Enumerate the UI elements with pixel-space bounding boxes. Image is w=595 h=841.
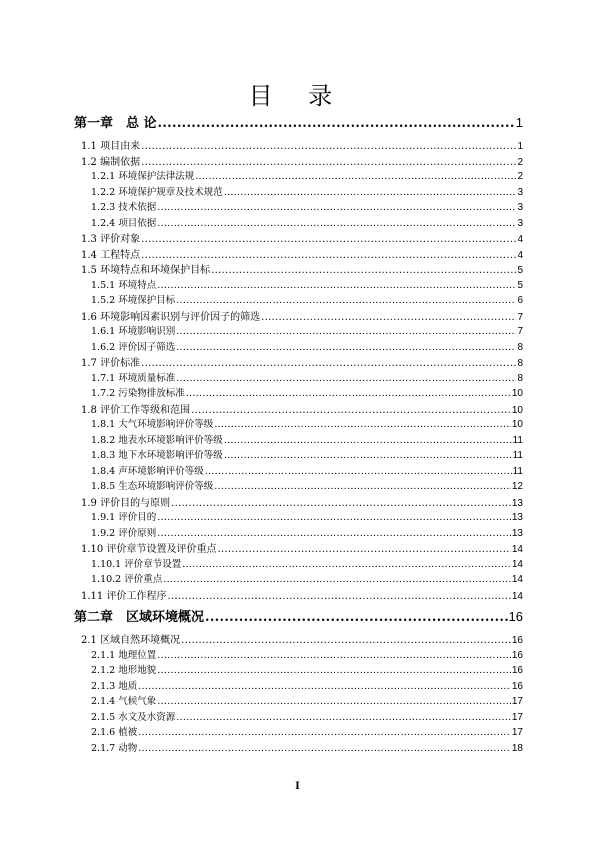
toc-entry[interactable] bbox=[91, 184, 523, 198]
toc-entry-page: 2 bbox=[517, 156, 523, 168]
toc-entry-page: 1 bbox=[515, 115, 523, 130]
toc-entry[interactable] bbox=[91, 740, 523, 754]
toc-leader-dots bbox=[157, 696, 511, 707]
toc-entry[interactable] bbox=[81, 631, 523, 646]
toc-leader-dots bbox=[181, 635, 511, 646]
toc-leader-dots bbox=[176, 373, 516, 384]
toc-entry[interactable] bbox=[81, 494, 523, 509]
toc-entry-label: 2.1.1 地理位置 bbox=[91, 649, 157, 661]
toc-entry-page: 5 bbox=[517, 265, 523, 276]
toc-chapter-entry[interactable] bbox=[74, 112, 523, 131]
toc-entry-label: 第一章 总 论 bbox=[74, 116, 157, 131]
toc-leader-dots bbox=[138, 743, 511, 754]
toc-entry[interactable] bbox=[91, 724, 523, 738]
toc-entry[interactable] bbox=[81, 137, 523, 152]
toc-entry[interactable] bbox=[81, 540, 523, 555]
toc-entry-page: 17 bbox=[511, 727, 523, 738]
toc-entry-label: 1.9.2 评价原则 bbox=[91, 527, 157, 539]
toc-entry[interactable] bbox=[91, 292, 523, 306]
toc-entry-label: 1.8 评价工作等级和范围 bbox=[81, 404, 191, 416]
toc-entry-page: 4 bbox=[517, 249, 523, 261]
toc-entry-label: 2.1 区域自然环境概况 bbox=[81, 635, 181, 646]
toc-entry-page: 14 bbox=[511, 574, 523, 585]
toc-leader-dots bbox=[214, 419, 511, 430]
toc-entry[interactable] bbox=[91, 478, 523, 492]
toc-entry[interactable] bbox=[81, 261, 523, 276]
toc-entry-page: 8 bbox=[517, 341, 523, 353]
toc-entry-page: 16 bbox=[511, 680, 523, 692]
toc-entry-label: 1.6.1 环境影响识别 bbox=[91, 326, 176, 337]
toc-leader-dots bbox=[141, 157, 516, 168]
toc-entry-label: 1.9 评价目的与原则 bbox=[81, 497, 171, 509]
toc-entry-label: 1.6.2 评价因子筛选 bbox=[91, 341, 176, 353]
toc-entry-label: 1.7.2 污染物排放标准 bbox=[91, 388, 185, 399]
toc-entry-label: 2.1.4 气候气象 bbox=[91, 696, 157, 707]
toc-entry[interactable] bbox=[91, 571, 523, 585]
toc-entry[interactable] bbox=[91, 463, 523, 477]
toc-title: 目 录 bbox=[248, 82, 347, 110]
toc-entry-page: 3 bbox=[517, 186, 523, 198]
toc-leader-dots bbox=[157, 665, 511, 676]
toc-entry[interactable] bbox=[81, 230, 523, 245]
toc-entry[interactable] bbox=[91, 199, 523, 213]
toc-entry-page: 10 bbox=[511, 404, 523, 416]
toc-leader-dots bbox=[157, 202, 516, 213]
toc-entry[interactable] bbox=[91, 432, 523, 446]
toc-leader-dots bbox=[186, 388, 511, 399]
toc-entry[interactable] bbox=[81, 308, 523, 323]
toc-entry-label: 1.7 评价标准 bbox=[81, 358, 141, 369]
toc-entry-page: 14 bbox=[511, 558, 523, 570]
toc-leader-dots bbox=[176, 712, 511, 723]
toc-entry[interactable] bbox=[81, 354, 523, 369]
toc-leader-dots bbox=[224, 187, 517, 198]
toc-leader-dots bbox=[138, 727, 511, 738]
toc-entry[interactable] bbox=[81, 401, 523, 416]
toc-entry-label: 1.7.1 环境质量标准 bbox=[91, 372, 176, 384]
toc-leader-dots bbox=[157, 650, 511, 661]
toc-entry-label: 1.8.1 大气环境影响评价等级 bbox=[91, 419, 214, 430]
toc-entry[interactable] bbox=[81, 153, 523, 168]
toc-entry-label: 1.2.2 环境保护规章及技术规范 bbox=[91, 186, 223, 198]
toc-entry-page: 14 bbox=[511, 544, 523, 555]
toc-leader-dots bbox=[205, 610, 508, 625]
toc-entry-label: 1.8.3 地下水环境影响评价等级 bbox=[91, 450, 223, 461]
toc-entry-page: 10 bbox=[511, 388, 523, 399]
toc-entry-page: 17 bbox=[511, 711, 523, 723]
toc-entry-page: 18 bbox=[511, 742, 523, 754]
toc-entry-page: 11 bbox=[512, 465, 523, 477]
toc-entry-page: 13 bbox=[511, 497, 523, 509]
toc-entry[interactable] bbox=[91, 509, 523, 523]
toc-entry[interactable] bbox=[91, 339, 523, 353]
toc-entry-label: 1.10.1 评价章节设置 bbox=[91, 558, 182, 570]
toc-leader-dots bbox=[205, 466, 512, 477]
toc-leader-dots bbox=[261, 312, 516, 323]
toc-leader-dots bbox=[157, 218, 516, 229]
toc-leader-dots bbox=[141, 234, 516, 245]
page-number-footer: I bbox=[295, 778, 300, 792]
toc-entry-label: 1.3 评价对象 bbox=[81, 234, 141, 245]
toc-entry-label: 1.10 评价章节设置及评价重点 bbox=[81, 544, 217, 555]
toc-entry-label: 1.6 环境影响因素识别与评价因子的筛选 bbox=[81, 311, 261, 323]
toc-entry-label: 1.2 编制依据 bbox=[81, 156, 141, 168]
toc-entry-label: 2.1.7 动物 bbox=[91, 742, 138, 754]
toc-leader-dots bbox=[158, 116, 515, 131]
toc-entry-label: 1.10.2 评价重点 bbox=[91, 574, 163, 585]
toc-entry-label: 1.5.1 环境特点 bbox=[91, 279, 157, 291]
toc-leader-dots bbox=[224, 435, 512, 446]
toc-entry-label: 1.9.1 评价目的 bbox=[91, 512, 157, 523]
toc-leader-dots bbox=[176, 326, 516, 337]
toc-entry[interactable] bbox=[91, 277, 523, 291]
toc-entry-page: 11 bbox=[512, 434, 523, 446]
toc-leader-dots bbox=[157, 512, 511, 523]
toc-entry-label: 2.1.2 地形地貌 bbox=[91, 665, 157, 676]
toc-entry[interactable] bbox=[81, 587, 523, 602]
toc-entry-page: 16 bbox=[511, 649, 523, 661]
toc-entry-page: 5 bbox=[517, 279, 523, 291]
toc-entry[interactable] bbox=[91, 709, 523, 723]
toc-entry-label: 1.4 工程特点 bbox=[81, 249, 141, 261]
toc-entry-label: 1.8.2 地表水环境影响评价等级 bbox=[91, 434, 223, 446]
toc-entry-page: 6 bbox=[517, 295, 523, 306]
toc-entry[interactable] bbox=[91, 662, 523, 676]
toc-entry-label: 1.1 项目由来 bbox=[81, 141, 141, 152]
toc-entry-page: 7 bbox=[517, 311, 523, 323]
toc-entry-label: 1.2.4 项目依据 bbox=[91, 217, 157, 229]
toc-entry-page: 2 bbox=[517, 171, 523, 182]
toc-entry-label: 2.1.3 地质 bbox=[91, 680, 138, 692]
toc-leader-dots bbox=[141, 141, 516, 152]
toc-entry-page: 17 bbox=[511, 696, 523, 707]
toc-leader-dots bbox=[224, 450, 512, 461]
toc-leader-dots bbox=[141, 250, 516, 261]
toc-entry[interactable] bbox=[91, 447, 523, 461]
toc-entry[interactable] bbox=[91, 370, 523, 384]
toc-entry[interactable] bbox=[91, 647, 523, 661]
toc-leader-dots bbox=[141, 358, 516, 369]
toc-leader-dots bbox=[195, 171, 516, 182]
toc-leader-dots bbox=[214, 481, 511, 492]
toc-entry-page: 4 bbox=[517, 234, 523, 245]
toc-leader-dots bbox=[167, 591, 510, 602]
toc-entry-page: 1 bbox=[517, 141, 523, 152]
toc-entry-page: 16 bbox=[511, 665, 523, 676]
toc-leader-dots bbox=[176, 295, 516, 306]
toc-entry[interactable] bbox=[91, 556, 523, 570]
toc-entry-page: 13 bbox=[511, 527, 523, 539]
toc-leader-dots bbox=[138, 681, 511, 692]
toc-entry-label: 1.5 环境特点和环境保护目标 bbox=[81, 265, 211, 276]
toc-entry-label: 1.2.3 技术依据 bbox=[91, 202, 157, 213]
toc-entry[interactable] bbox=[91, 693, 523, 707]
toc-entry-page: 7 bbox=[517, 326, 523, 337]
toc-entry-label: 1.2.1 环境保护法律法规 bbox=[91, 171, 195, 182]
toc-entry[interactable] bbox=[91, 168, 523, 182]
toc-leader-dots bbox=[157, 280, 516, 291]
toc-chapter-entry[interactable] bbox=[74, 606, 523, 625]
toc-leader-dots bbox=[171, 498, 511, 509]
toc-entry-page: 3 bbox=[517, 217, 523, 229]
toc-entry[interactable] bbox=[91, 215, 523, 229]
toc-leader-dots bbox=[211, 265, 516, 276]
toc-entry-page: 8 bbox=[517, 372, 523, 384]
toc-entry[interactable] bbox=[91, 525, 523, 539]
toc-leader-dots bbox=[163, 574, 511, 585]
toc-entry-page: 16 bbox=[508, 609, 523, 624]
toc-entry[interactable] bbox=[91, 385, 523, 399]
toc-entry-label: 1.11 评价工作程序 bbox=[81, 590, 167, 602]
toc-entry-page: 11 bbox=[512, 450, 523, 461]
toc-entry-label: 1.8.5 生态环境影响评价等级 bbox=[91, 481, 214, 492]
toc-entry[interactable] bbox=[91, 416, 523, 430]
toc-leader-dots bbox=[217, 544, 510, 555]
toc-entry-label: 1.5.2 环境保护目标 bbox=[91, 295, 176, 306]
toc-entry-page: 8 bbox=[517, 358, 523, 369]
toc-leader-dots bbox=[176, 342, 516, 353]
toc-entry-label: 2.1.5 水文及水资源 bbox=[91, 711, 176, 723]
toc-entry-page: 14 bbox=[511, 590, 523, 602]
toc-entry-page: 3 bbox=[517, 202, 523, 213]
toc-entry[interactable] bbox=[81, 246, 523, 261]
toc-leader-dots bbox=[191, 405, 511, 416]
toc-entry[interactable] bbox=[91, 678, 523, 692]
toc-entry-page: 10 bbox=[511, 419, 523, 430]
toc-entry-page: 13 bbox=[511, 512, 523, 523]
toc-entry-page: 12 bbox=[511, 481, 523, 492]
toc-entry-page: 16 bbox=[511, 635, 523, 646]
toc-leader-dots bbox=[157, 528, 511, 539]
toc-entry-label: 2.1.6 植被 bbox=[91, 727, 138, 738]
toc-entry-label: 1.8.4 声环境影响评价等级 bbox=[91, 465, 204, 477]
toc-entry[interactable] bbox=[91, 323, 523, 337]
toc-entry-label: 第二章 区域环境概况 bbox=[74, 610, 205, 625]
toc-leader-dots bbox=[182, 559, 511, 570]
